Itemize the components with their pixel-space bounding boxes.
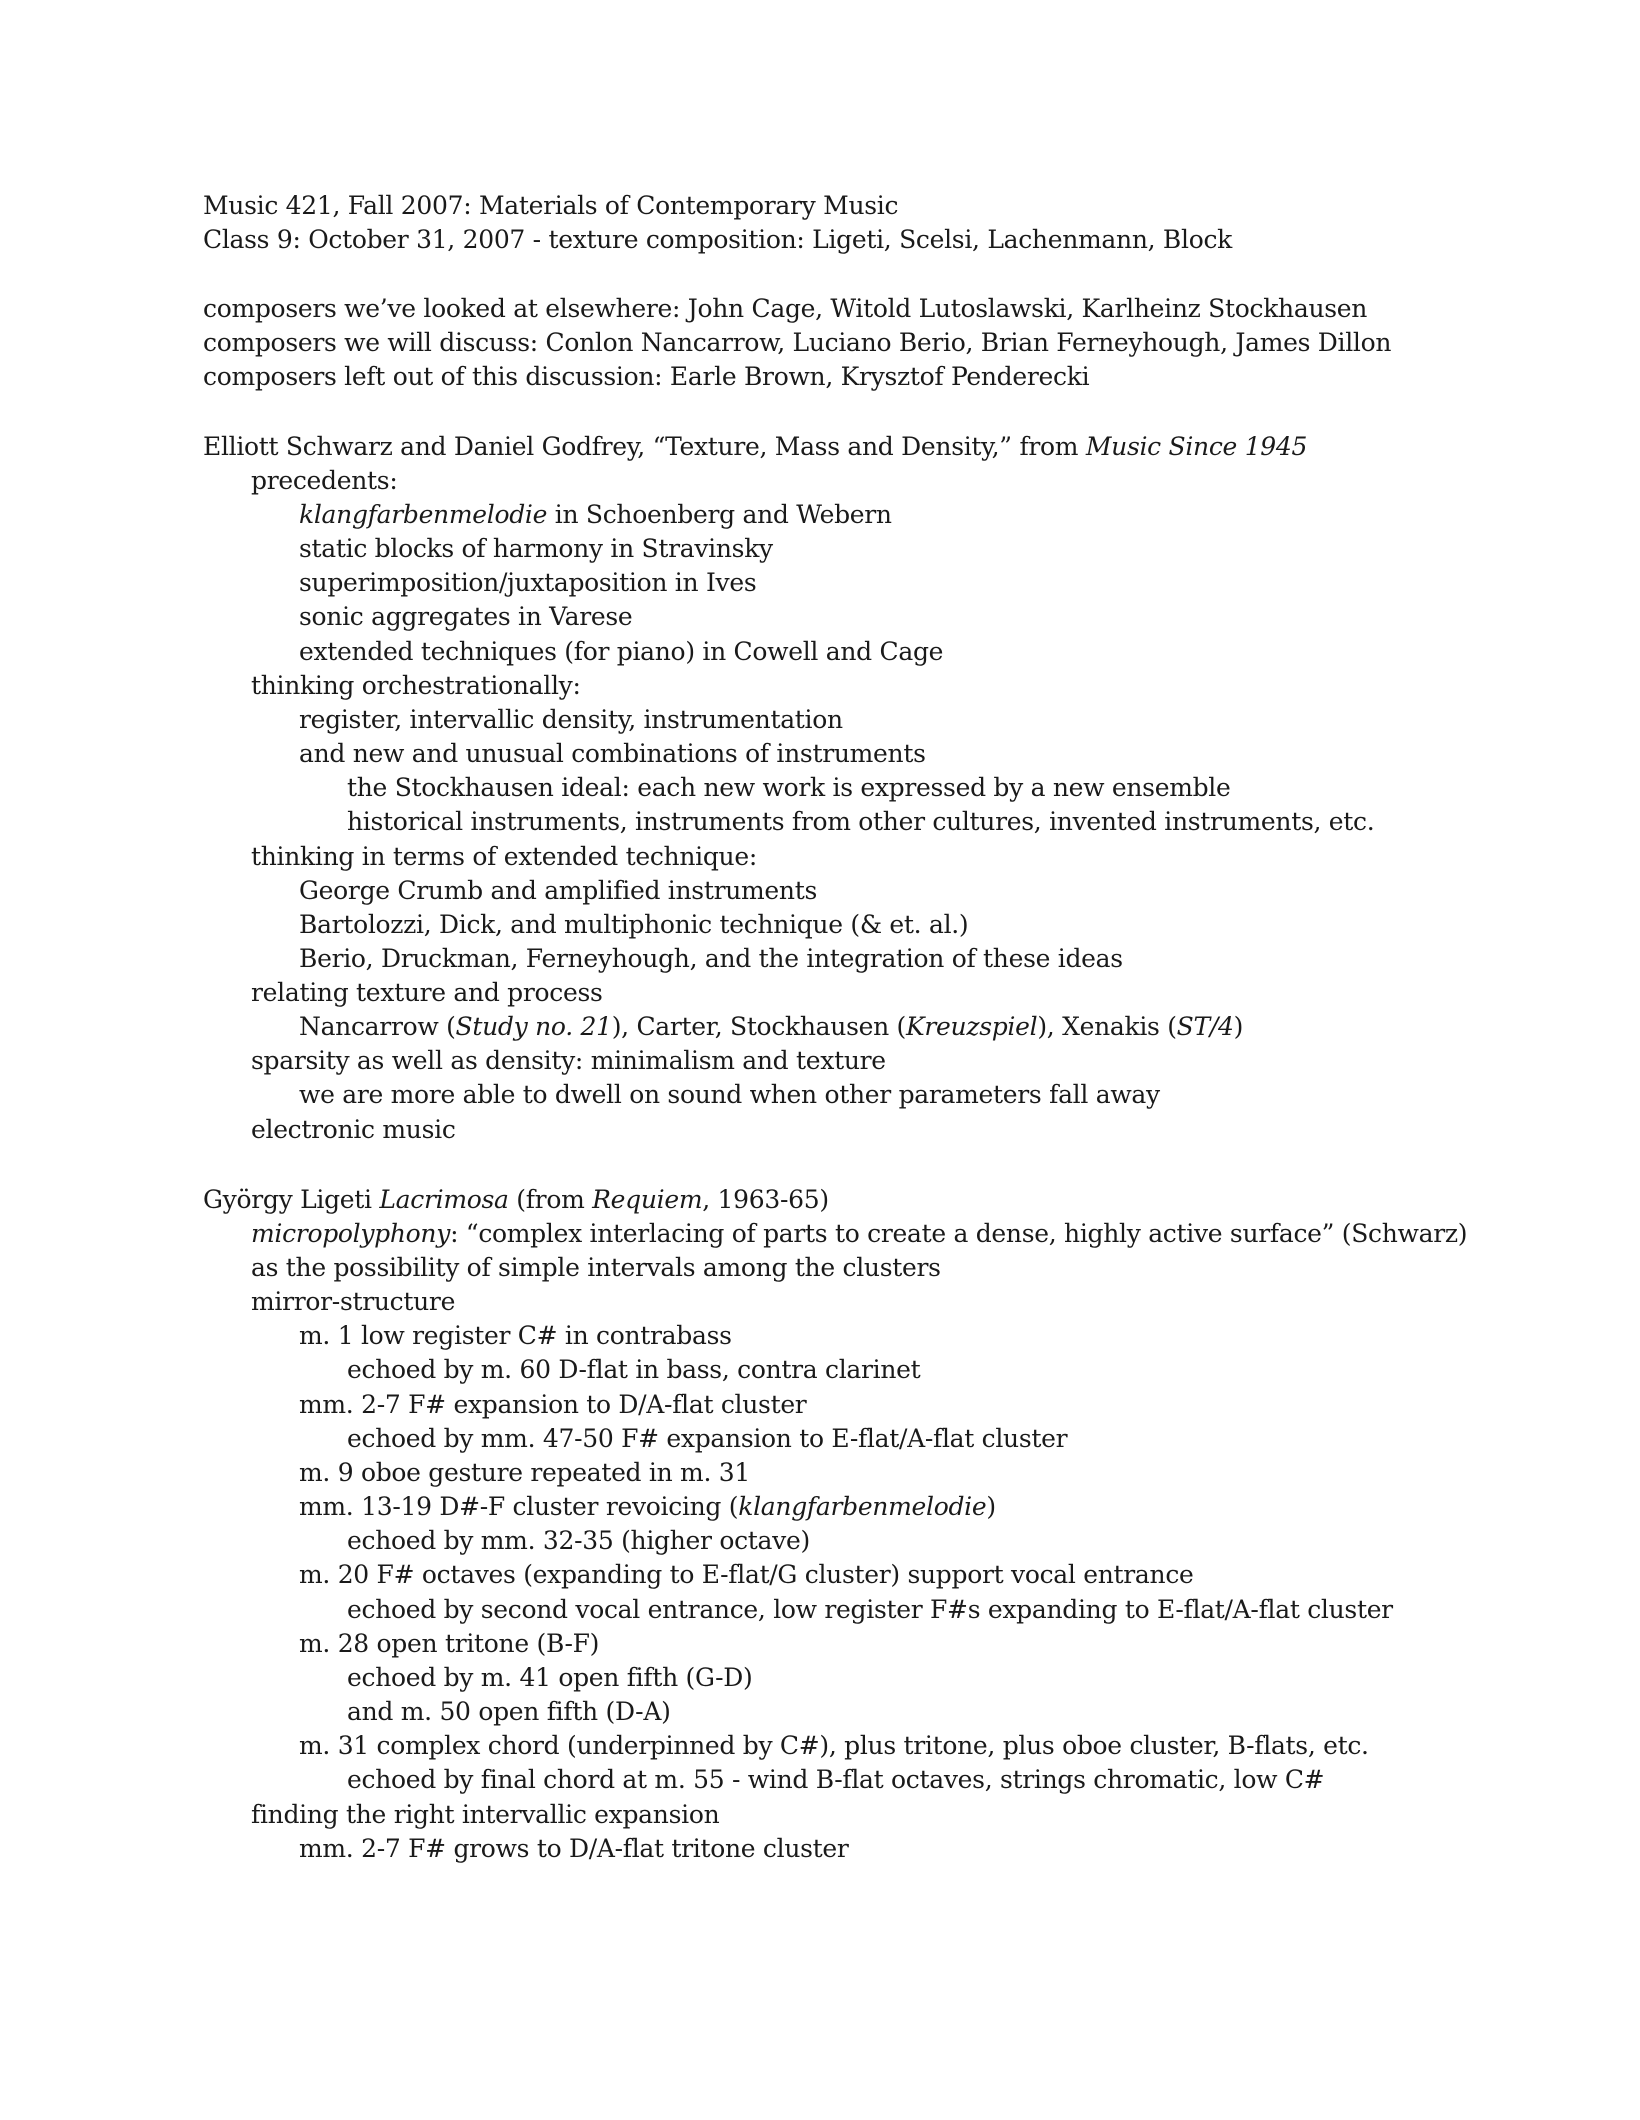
electronic-label: electronic music xyxy=(251,1115,456,1144)
micropolyphony-item xyxy=(251,1217,1467,1251)
m1-echo: echoed by m. 60 D-flat in bass, contra clarinet xyxy=(347,1355,921,1384)
precedents-label: precedents: xyxy=(251,466,398,495)
precedent-cowell: extended techniques (for piano) in Cowell and Cage xyxy=(299,637,944,666)
nancarrow-item xyxy=(299,1010,1243,1044)
m2-echo: echoed by mm. 47-50 F# expansion to E-flat/A-flat cluster xyxy=(347,1424,1068,1453)
ligeti-heading-text-3: , 1963-65) xyxy=(702,1185,829,1214)
precedent-varese: sonic aggregates in Varese xyxy=(299,602,633,631)
composers-will-discuss: composers we will discuss: Conlon Nancarrow, Luciano Berio, Brian Ferneyhough, James Dillon xyxy=(203,328,1392,357)
nancarrow-text-3: ), Xenakis ( xyxy=(1037,1012,1177,1041)
m20-echo: echoed by second vocal entrance, low register F#s expanding to E-flat/A-flat cluster xyxy=(347,1595,1393,1624)
micropolyphony-definition: : “complex interlacing of parts to create a dense, highly active surface” (Schwarz) xyxy=(450,1219,1468,1248)
composers-left-out: composers left out of this discussion: Earle Brown, Krysztof Penderecki xyxy=(203,362,1090,391)
schwarz-heading xyxy=(203,430,1307,464)
m9-item: m. 9 oboe gesture repeated in m. 31 xyxy=(299,1458,750,1487)
m13-echo: echoed by mm. 32-35 (higher octave) xyxy=(347,1526,810,1555)
m20-item: m. 20 F# octaves (expanding to E-flat/G cluster) support vocal entrance xyxy=(299,1560,1194,1589)
bartolozzi-item: Bartolozzi, Dick, and multiphonic technique (& et. al.) xyxy=(299,910,969,939)
nancarrow-text-2: ), Carter, Stockhausen ( xyxy=(611,1012,906,1041)
simple-intervals-item: as the possibility of simple intervals among the clusters xyxy=(251,1253,941,1282)
m13-text-2: ) xyxy=(986,1492,996,1521)
m28-item: m. 28 open tritone (B-F) xyxy=(299,1629,600,1658)
ligeti-heading-text-2: (from xyxy=(508,1185,593,1214)
requiem-title: Requiem xyxy=(592,1185,703,1214)
m28-echo-2: and m. 50 open fifth (D-A) xyxy=(347,1697,671,1726)
m2-item: mm. 2-7 F# expansion to D/A-flat cluster xyxy=(299,1390,807,1419)
precedent-klangfarben xyxy=(299,498,892,532)
orchestration-combos: and new and unusual combinations of instruments xyxy=(299,739,926,768)
klangfarbenmelodie-term: klangfarbenmelodie xyxy=(299,500,548,529)
orchestration-label: thinking orchestrationally: xyxy=(251,671,581,700)
course-title: Music 421, Fall 2007: Materials of Contemporary Music xyxy=(203,191,899,220)
sparsity-label: sparsity as well as density: minimalism and texture xyxy=(251,1046,886,1075)
precedent-stravinsky: static blocks of harmony in Stravinsky xyxy=(299,534,773,563)
class-title: Class 9: October 31, 2007 - texture composition: Ligeti, Scelsi, Lachenmann, Block xyxy=(203,225,1233,254)
historical-instruments: historical instruments, instruments from other cultures, invented instruments, etc. xyxy=(347,807,1375,836)
ligeti-heading-text-1: György Ligeti xyxy=(203,1185,380,1214)
study-title: Study no. 21 xyxy=(455,1012,612,1041)
m13-klangfarbenmelodie-term: klangfarbenmelodie xyxy=(738,1492,987,1521)
composers-elsewhere: composers we’ve looked at elsewhere: John Cage, Witold Lutoslawski, Karlheinz Stockhausen xyxy=(203,294,1368,323)
grows-item: mm. 2-7 F# grows to D/A-flat tritone cluster xyxy=(299,1834,849,1863)
kreuzspiel-title: Kreuzspiel xyxy=(906,1012,1038,1041)
micropolyphony-term: micropolyphony xyxy=(251,1219,451,1248)
dwell-item: we are more able to dwell on sound when other parameters fall away xyxy=(299,1080,1160,1109)
m1-item: m. 1 low register C# in contrabass xyxy=(299,1321,732,1350)
nancarrow-text-4: ) xyxy=(1233,1012,1244,1041)
m28-echo-1: echoed by m. 41 open fifth (G-D) xyxy=(347,1663,753,1692)
lacrimosa-title: Lacrimosa xyxy=(379,1185,509,1214)
m13-item xyxy=(299,1490,996,1524)
mirror-structure-label: mirror-structure xyxy=(251,1287,456,1316)
m31-echo: echoed by final chord at m. 55 - wind B-flat octaves, strings chromatic, low C# xyxy=(347,1765,1325,1794)
berio-item: Berio, Druckman, Ferneyhough, and the integration of these ideas xyxy=(299,944,1123,973)
ligeti-heading xyxy=(203,1183,829,1217)
extended-technique-label: thinking in terms of extended technique: xyxy=(251,842,757,871)
precedent-ives: superimposition/juxtaposition in Ives xyxy=(299,568,757,597)
intervallic-expansion-label: finding the right intervallic expansion xyxy=(251,1800,720,1829)
stockhausen-ideal: the Stockhausen ideal: each new work is expressed by a new ensemble xyxy=(347,773,1231,802)
schwarz-heading-text: Elliott Schwarz and Daniel Godfrey, “Texture, Mass and Density,” from xyxy=(203,432,1086,461)
m13-text-1: mm. 13-19 D#-F cluster revoicing ( xyxy=(299,1492,739,1521)
texture-process-label: relating texture and process xyxy=(251,978,603,1007)
schwarz-book-title: Music Since 1945 xyxy=(1085,432,1308,461)
nancarrow-text-1: Nancarrow ( xyxy=(299,1012,456,1041)
precedent-klangfarben-text: in Schoenberg and Webern xyxy=(547,500,892,529)
crumb-item: George Crumb and amplified instruments xyxy=(299,876,818,905)
st4-title: ST/4 xyxy=(1176,1012,1234,1041)
m31-item: m. 31 complex chord (underpinned by C#), plus tritone, plus oboe cluster, B-flats, etc. xyxy=(299,1731,1369,1760)
orchestration-register: register, intervallic density, instrumentation xyxy=(299,705,843,734)
